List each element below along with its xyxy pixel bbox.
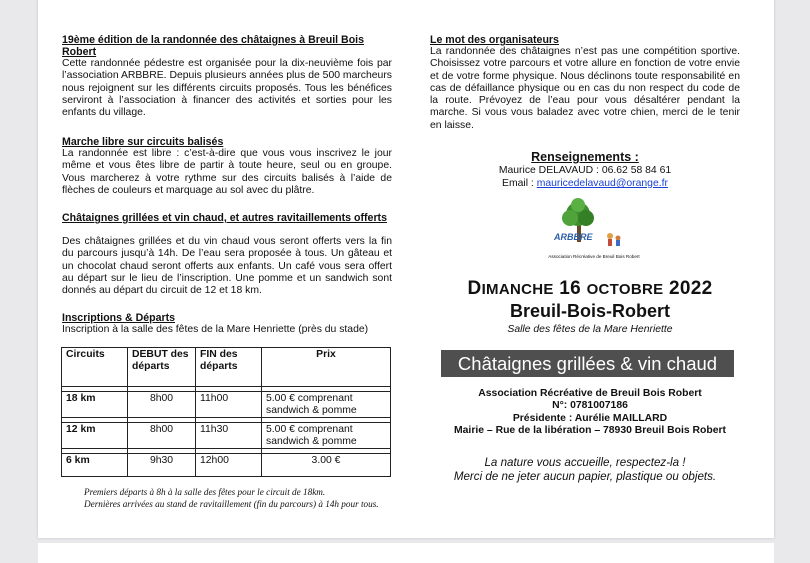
marche-title: Marche libre sur circuits balisés [62, 136, 224, 148]
date-day: 16 [553, 278, 587, 299]
event-venue: Salle des fêtes de la Mare Henriette [507, 324, 673, 335]
row-circuit: 12 km [62, 423, 128, 449]
note-dernieres-arrivees: Dernières arrivées au stand de ravitaillement (fin du parcours) à 14h pour tous. [84, 499, 379, 509]
date-month: OCTOBRE [586, 281, 664, 298]
chataignes-text: Des châtaignes grillées et du vin chaud vous seront offerts vers la fin du parcours jusqu’à 14h. De l’eau sera proposée à tous. Un gâteau et un chocolat chaud seront offerts aux enfants. Un café vous sera offert au départ sur le lieu de l’inscription. Une pomme et un sandwich sont donnés au départ du circuit de 12 et 18 km. [62, 236, 392, 297]
logo-caption: Association Récréative de Breuil Bois Robert [548, 254, 640, 259]
chataignes-title: Châtaignes grillées et vin chaud, et autres ravitaillements offerts [62, 212, 387, 224]
inscriptions-title: Inscriptions & Départs [62, 312, 176, 324]
organisateurs-text: La randonnée des châtaignes n’est pas une compétition sportive. Choisissez votre parcours et votre allure en fonction de votre envie et de votre forme physique. Nous déclinons toute responsabilité en cas de défaillance physique ou en cas du non respect du code de la route. Prévoyez de l’eau pour vous désaltérer pendant la marche. Si vous vous baladez avec votre chien, merci de le tenir en laisse. [430, 46, 740, 131]
assoc-name: Association Récréative de Breuil Bois Robert [478, 388, 702, 399]
table-row [62, 392, 391, 418]
row-debut: 8h00 [128, 423, 196, 449]
row-fin: 11h00 [196, 392, 262, 418]
email-label: Email : [502, 178, 537, 189]
note-premiers-departs: Premiers départs à 8h à la salle des fêtes pour le circuit de 18km. [84, 487, 326, 497]
event-city: Breuil-Bois-Robert [509, 301, 670, 321]
row-circuit: 18 km [62, 392, 128, 418]
slogan-block [410, 456, 760, 484]
organisateurs-title: Le mot des organisateurs [430, 34, 559, 46]
assoc-number: N°: 0781007186 [552, 400, 628, 412]
marche-text: La randonnée est libre : c’est-à-dire que vous vous inscrivez le jour même et vous êtes libre de partir à toute heure, seul ou en groupe. Vous marcherez à votre rythme sur des circuits balisés à l’aide de flèches de couleurs et marquage au sol avec du plâtre. [62, 148, 392, 196]
edition-title: 19ème édition de la randonnée des châtaignes à Breuil Bois Robert [62, 34, 365, 58]
table-row [62, 423, 391, 449]
email-line [430, 178, 740, 190]
event-banner: Châtaignes grillées & vin chaud [441, 350, 734, 377]
row-fin: 11h30 [196, 423, 262, 449]
inscriptions-text: Inscription à la salle des fêtes de la Mare Henriette (près du stade) [62, 324, 369, 335]
arbbre-logo [548, 196, 638, 262]
table-header-row [62, 348, 391, 387]
date-year: 2022 [663, 278, 713, 299]
row-debut: 9h30 [128, 454, 196, 477]
schedule-table [61, 347, 391, 477]
row-fin: 12h00 [196, 454, 262, 477]
date-d: D [467, 278, 482, 299]
tree-icon [548, 196, 638, 258]
row-debut: 8h00 [128, 392, 196, 418]
header-debut: DEBUT des départs [128, 348, 196, 387]
assoc-president: Présidente : Aurélie MAILLARD [512, 412, 668, 424]
email-link[interactable]: mauricedelavaud@orange.fr [536, 178, 668, 189]
next-page-edge [38, 543, 774, 563]
slogan-line-2: Merci de ne jeter aucun papier, plastique ou objets. [453, 470, 717, 483]
row-prix: 5.00 € comprenant sandwich & pomme [262, 423, 391, 449]
event-date [425, 278, 755, 300]
date-imanche: IMANCHE [481, 281, 554, 298]
row-prix: 3.00 € [262, 454, 391, 477]
row-circuit: 6 km [62, 454, 128, 477]
logo-text: ARBBRE [554, 232, 593, 242]
contact-line: Maurice DELAVAUD : 06.62 58 84 61 [498, 165, 672, 176]
table-row [62, 454, 391, 477]
renseignements-title: Renseignements : [531, 150, 639, 164]
header-circuits: Circuits [62, 348, 128, 387]
edition-text: Cette randonnée pédestre est organisée pour la dix-neuvième fois par l’association ARBBRE. Depuis plusieurs années plus de 500 marcheurs nous rejoignent sur les différents circuits proposés. Tous les bénéfices serviront à l’association à financer des activités et sorties pour les enfants du village. [62, 58, 392, 119]
association-block [425, 388, 755, 437]
row-prix: 5.00 € comprenant sandwich & pomme [262, 392, 391, 418]
header-prix: Prix [262, 348, 391, 387]
header-fin: FIN des départs [196, 348, 262, 387]
assoc-address: Mairie – Rue de la libération – 78930 Breuil Bois Robert [454, 424, 726, 436]
slogan-line-1: La nature vous accueille, respectez-la ! [484, 456, 686, 469]
